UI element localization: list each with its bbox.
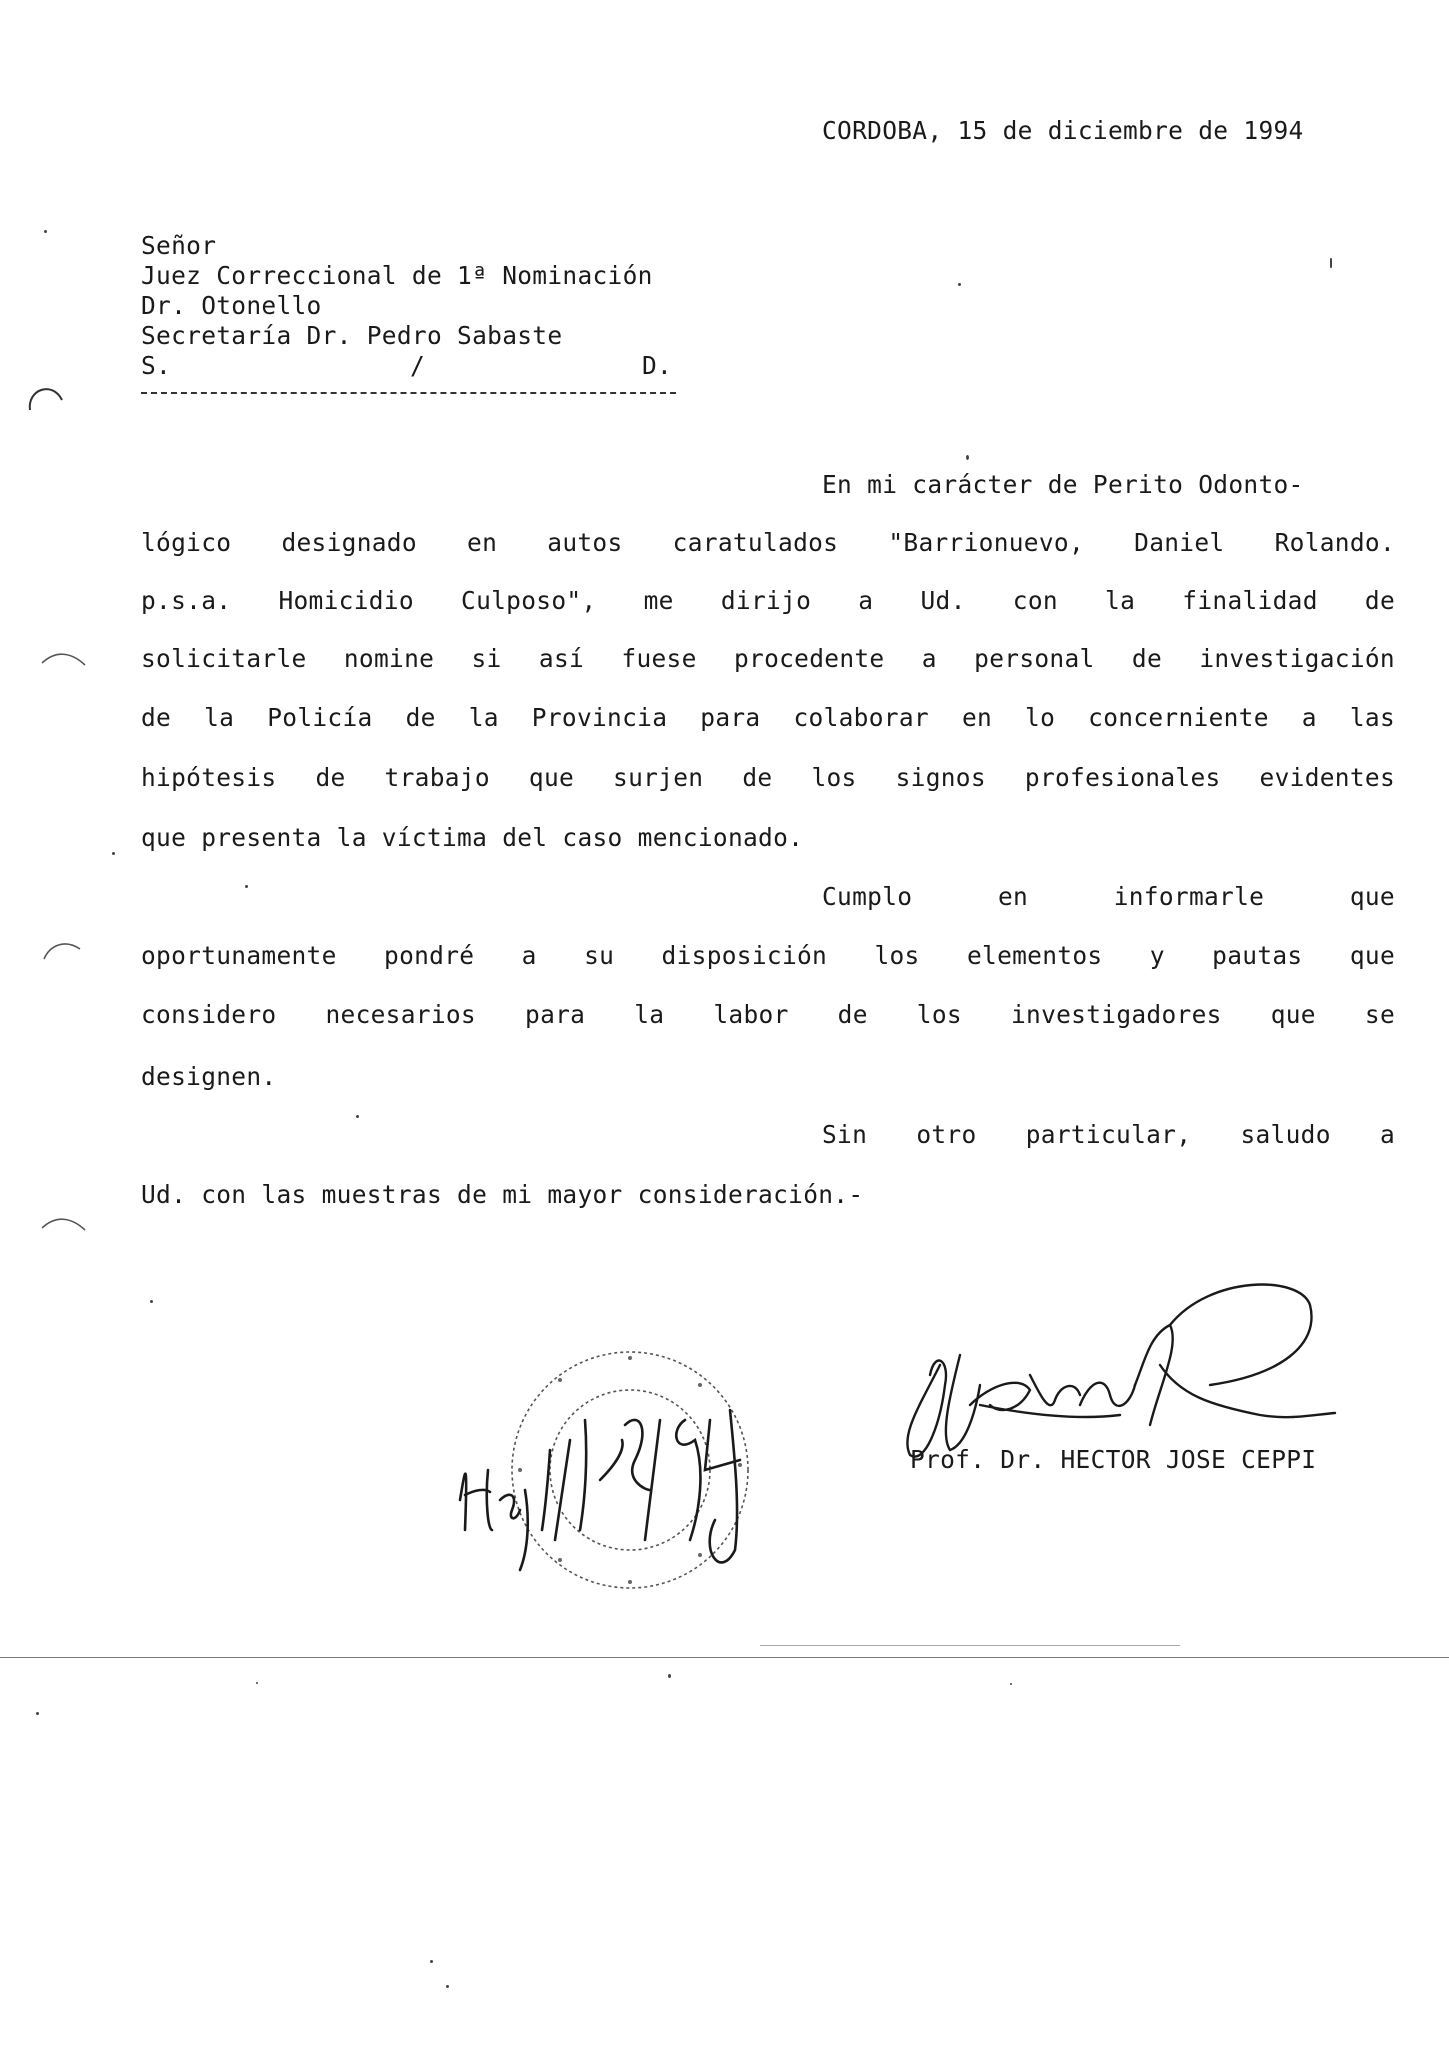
body-line-9: oportunamente pondré a su disposición los elementos y pautas que <box>141 941 1395 970</box>
scan-speck <box>966 455 969 460</box>
margin-hole-mark <box>22 380 72 420</box>
scan-speck <box>245 885 248 888</box>
recipient-sd-s: S. <box>141 351 172 380</box>
body-line-1: En mi carácter de Perito Odonto- <box>822 470 1304 499</box>
body-line-3: p.s.a. Homicidio Culposo", me dirijo a Ud. con la finalidad de <box>141 586 1395 615</box>
body-line-13: Ud. con las muestras de mi mayor consideración.- <box>141 1180 864 1209</box>
body-line-7: que presenta la víctima del caso mencionado. <box>141 823 804 852</box>
recipient-underline <box>141 392 676 394</box>
scan-speck <box>256 1682 258 1684</box>
stamp-handwritten-date <box>450 1380 780 1580</box>
body-line-2: lógico designado en autos caratulados "Barrionuevo, Daniel Rolando. <box>141 528 1395 557</box>
date-line: CORDOBA, 15 de diciembre de 1994 <box>822 116 1304 145</box>
body-line-4: solicitarle nomine si así fuese procedente a personal de investigación <box>141 644 1395 673</box>
scan-speck <box>668 1674 671 1678</box>
recipient-position: Juez Correccional de 1ª Nominación <box>141 261 653 290</box>
recipient-sd-d: D. <box>642 351 673 380</box>
scan-speck <box>36 1712 39 1715</box>
scan-speck <box>356 1115 359 1118</box>
margin-arc-mark <box>40 645 90 675</box>
body-line-6: hipótesis de trabajo que surjen de los signos profesionales evidentes <box>141 763 1395 792</box>
scan-speck <box>958 283 961 286</box>
signatory-name: Prof. Dr. HECTOR JOSE CEPPI <box>910 1445 1317 1474</box>
scan-edge-line <box>0 1657 1449 1658</box>
scan-speck <box>430 1960 433 1963</box>
body-line-11: designen. <box>141 1062 277 1091</box>
margin-arc-mark <box>40 935 90 965</box>
body-line-12: Sin otro particular, saludo a <box>822 1120 1395 1149</box>
recipient-salutation: Señor <box>141 231 217 260</box>
body-line-10: considero necesarios para la labor de los investigadores que se <box>141 1000 1395 1029</box>
handwritten-signature <box>880 1265 1340 1485</box>
recipient-sd-slash: / <box>410 351 426 380</box>
scan-speck <box>44 230 47 233</box>
scan-speck <box>150 1300 153 1303</box>
scan-speck <box>446 1985 449 1988</box>
scan-speck <box>1010 1683 1012 1685</box>
recipient-name: Dr. Otonello <box>141 291 322 320</box>
margin-arc-mark <box>40 1210 90 1240</box>
body-line-8: Cumplo en informarle que <box>822 882 1395 911</box>
body-line-5: de la Policía de la Provincia para colaborar en lo concerniente a las <box>141 703 1395 732</box>
scan-edge-line <box>760 1645 1180 1646</box>
scan-speck <box>112 852 115 855</box>
scan-speck <box>1330 258 1332 268</box>
recipient-secretary: Secretaría Dr. Pedro Sabaste <box>141 321 563 350</box>
